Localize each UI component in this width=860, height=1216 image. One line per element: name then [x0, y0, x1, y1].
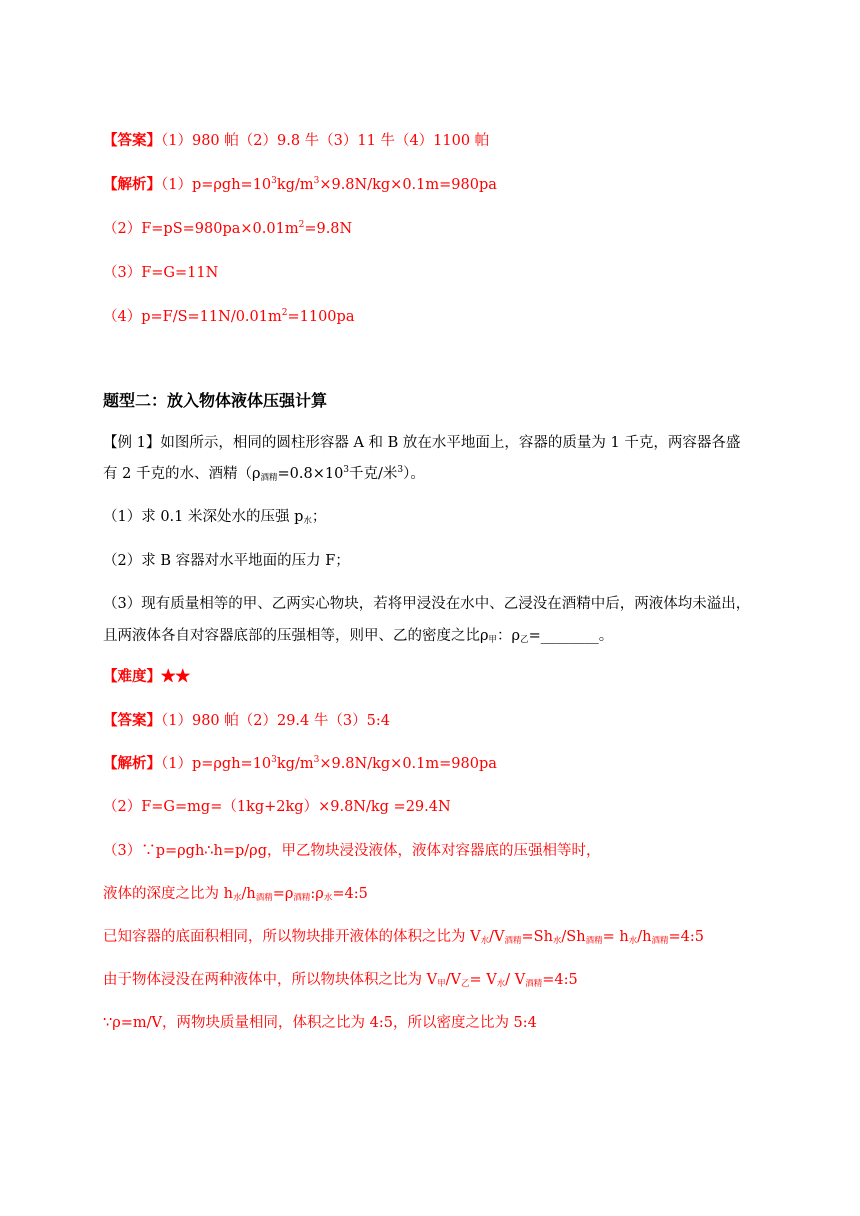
- analysis-text: =4:5: [668, 929, 704, 945]
- subscript: 酒精: [504, 936, 522, 946]
- question-text: ；: [311, 509, 327, 525]
- subscript: 酒精: [651, 936, 669, 946]
- question-text: =________。: [528, 628, 614, 644]
- analysis-text: ×9.8N/kg×0.1m=980pa: [319, 756, 497, 772]
- superscript: 2: [298, 220, 305, 230]
- section-heading: 题型二：放入物体液体压强计算: [103, 391, 328, 410]
- subscript: 酒精: [255, 893, 273, 903]
- answer-line-2: [103, 711, 390, 731]
- subscript: 乙: [460, 979, 470, 989]
- superscript: 3: [397, 465, 404, 475]
- superscript: 2: [281, 308, 288, 318]
- difficulty-tag: 【难度】: [103, 668, 161, 685]
- analysis-text: /V: [445, 972, 461, 988]
- analysis-tag: 【解析】: [103, 755, 161, 772]
- analysis-text: /V: [489, 929, 505, 945]
- analysis-text: （4）p=F/S=11N/0.01m: [103, 309, 282, 325]
- analysis-line-4: [103, 307, 354, 327]
- analysis-line-2: [103, 219, 352, 239]
- subscript: 水: [480, 936, 490, 946]
- example-text: 千克/米: [349, 466, 398, 482]
- difficulty-line: [103, 667, 190, 687]
- analysis-text: 由于物体浸没在两种液体中，所以物块体积之比为 V: [103, 972, 438, 988]
- analysis2-line-3: （3）∵p=ρgh∴h=p/ρg，甲乙物块浸没液体，液体对容器底的压强相等时，: [103, 843, 601, 859]
- question-text: ：ρ: [497, 628, 521, 644]
- analysis-text: / V: [505, 972, 526, 988]
- question-text: 且两液体各自对容器底部的压强相等，则甲、乙的密度之比ρ: [103, 628, 489, 644]
- subscript: 水: [496, 979, 506, 989]
- analysis-text: （2）F=pS=980pa×0.01m: [103, 221, 299, 237]
- analysis-text: =4:5: [542, 972, 578, 988]
- subscript: 乙: [520, 635, 529, 645]
- subscript: 酒精: [525, 979, 543, 989]
- analysis-text: =ρ: [272, 886, 294, 902]
- analysis2-line-7: ∵ρ=m/V，两物块质量相同，体积之比为 4:5，所以密度之比为 5:4: [103, 1015, 537, 1031]
- analysis-text: 已知容器的底面积相同，所以物块排开液体的体积之比为 V: [103, 929, 481, 945]
- analysis-text: /Sh: [561, 929, 586, 945]
- analysis-text: kg/m: [276, 756, 314, 772]
- analysis-text: （1）p=ρgh=10: [161, 756, 272, 772]
- answer-text: （1）980 帕（2）29.4 牛（3）5:4: [161, 713, 390, 729]
- analysis-text: =9.8N: [304, 221, 353, 237]
- analysis-text: = h: [602, 929, 629, 945]
- answer-tag: 【答案】: [103, 132, 161, 149]
- analysis-text: kg/m: [276, 177, 314, 193]
- analysis2-line-1: [103, 754, 497, 774]
- subscript: 甲: [488, 635, 498, 645]
- answer-text: （1）980 帕（2）9.8 牛（3）11 牛（4）1100 帕: [161, 133, 490, 149]
- superscript: 3: [271, 176, 277, 186]
- analysis-text: =4:5: [332, 886, 368, 902]
- subscript: 水: [628, 936, 638, 946]
- subscript: 甲: [437, 979, 446, 989]
- question-3-line-2: [103, 626, 613, 650]
- answer-tag: 【答案】: [103, 712, 161, 729]
- question-2: （2）求 B 容器对水平地面的压力 F；: [103, 553, 350, 569]
- example-line-2: [103, 464, 425, 488]
- analysis2-line-4: [103, 884, 368, 908]
- analysis2-line-6: [103, 970, 578, 994]
- superscript: 3: [313, 755, 320, 765]
- subscript: 水: [323, 893, 333, 903]
- analysis-text: = V: [469, 972, 497, 988]
- analysis-text: /h: [241, 886, 256, 902]
- example-text: =0.8×10: [277, 466, 344, 482]
- difficulty-stars: ★★: [161, 668, 190, 685]
- analysis-text: :ρ: [310, 886, 324, 902]
- subscript: 酒精: [585, 936, 603, 946]
- analysis-tag: 【解析】: [103, 176, 161, 193]
- analysis-text: （1）p=ρgh=10: [161, 177, 272, 193]
- example-text: 有 2 千克的水、酒精（ρ: [103, 466, 261, 482]
- example-text: ）。: [403, 466, 425, 482]
- analysis-line-3: （3）F=G=11N: [103, 265, 219, 281]
- subscript: 水: [552, 936, 562, 946]
- answer-line-1: [103, 131, 489, 151]
- analysis2-line-2: （2）F=G=mg=（1kg+2kg）×9.8N/kg =29.4N: [103, 799, 451, 815]
- analysis-text: =1100pa: [287, 309, 355, 325]
- analysis-text: ×9.8N/kg×0.1m=980pa: [319, 177, 497, 193]
- analysis2-line-5: [103, 927, 704, 951]
- superscript: 3: [271, 755, 277, 765]
- subscript: 水: [303, 516, 312, 526]
- subscript: 酒精: [293, 893, 311, 903]
- analysis-text: =Sh: [521, 929, 553, 945]
- example-line-1: 【例 1】如图所示，相同的圆柱形容器 A 和 B 放在水平地面上，容器的质量为 1 千克，两容器各盛: [103, 435, 741, 451]
- question-text: （1）求 0.1 米深处水的压强 p: [103, 509, 304, 525]
- superscript: 3: [343, 465, 350, 475]
- superscript: 3: [313, 176, 320, 186]
- analysis-text: 液体的深度之比为 h: [103, 886, 233, 902]
- subscript: 酒精: [260, 473, 278, 483]
- analysis-line-1: [103, 175, 497, 195]
- analysis-text: /h: [637, 929, 652, 945]
- subscript: 水: [232, 893, 242, 903]
- question-3-line-1: （3）现有质量相等的甲、乙两实心物块，若将甲浸没在水中、乙浸没在酒精中后，两液体均未溢出，: [103, 596, 751, 612]
- question-1: [103, 507, 326, 531]
